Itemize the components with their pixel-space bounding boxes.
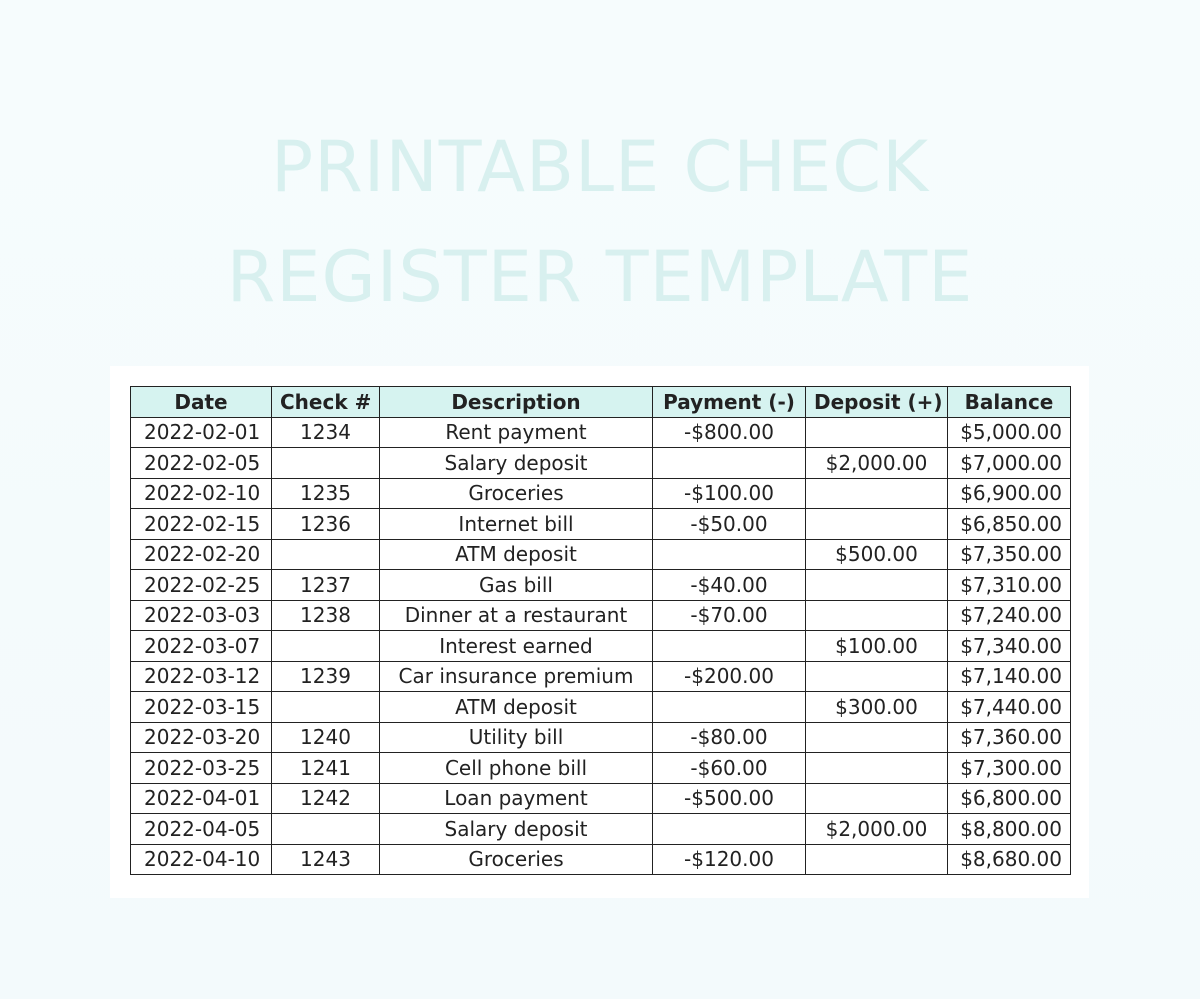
cell-payment: -$40.00	[653, 570, 806, 601]
column-header-deposit: Deposit (+)	[806, 387, 948, 418]
cell-description: Utility bill	[380, 722, 653, 753]
table-row	[131, 448, 1071, 479]
cell-date: 2022-04-10	[131, 844, 272, 875]
page-title-line-2: REGISTER TEMPLATE	[226, 236, 974, 318]
cell-description: Cell phone bill	[380, 753, 653, 784]
cell-payment	[653, 539, 806, 570]
cell-deposit	[806, 478, 948, 509]
table-row	[131, 783, 1071, 814]
table-row	[131, 478, 1071, 509]
column-header-balance: Balance	[948, 387, 1071, 418]
cell-date: 2022-02-10	[131, 478, 272, 509]
cell-check-number: 1237	[272, 570, 380, 601]
cell-description: Gas bill	[380, 570, 653, 601]
cell-payment: -$120.00	[653, 844, 806, 875]
cell-balance: $8,680.00	[948, 844, 1071, 875]
table-row	[131, 844, 1071, 875]
cell-balance: $5,000.00	[948, 417, 1071, 448]
cell-balance: $6,900.00	[948, 478, 1071, 509]
column-header-payment: Payment (-)	[653, 387, 806, 418]
cell-description: Loan payment	[380, 783, 653, 814]
cell-payment	[653, 692, 806, 723]
cell-deposit: $500.00	[806, 539, 948, 570]
cell-check-number	[272, 692, 380, 723]
cell-description: Salary deposit	[380, 814, 653, 845]
cell-description: Groceries	[380, 478, 653, 509]
table-row	[131, 600, 1071, 631]
cell-check-number	[272, 631, 380, 662]
cell-description: ATM deposit	[380, 539, 653, 570]
cell-check-number: 1242	[272, 783, 380, 814]
cell-description: Salary deposit	[380, 448, 653, 479]
cell-date: 2022-02-15	[131, 509, 272, 540]
table-body	[131, 417, 1071, 875]
cell-balance: $7,310.00	[948, 570, 1071, 601]
table-row	[131, 814, 1071, 845]
table-row	[131, 509, 1071, 540]
table-row	[131, 722, 1071, 753]
cell-date: 2022-02-25	[131, 570, 272, 601]
cell-balance: $7,440.00	[948, 692, 1071, 723]
cell-check-number: 1234	[272, 417, 380, 448]
cell-deposit: $300.00	[806, 692, 948, 723]
cell-check-number: 1239	[272, 661, 380, 692]
cell-payment: -$70.00	[653, 600, 806, 631]
table-row	[131, 692, 1071, 723]
cell-check-number: 1235	[272, 478, 380, 509]
table-row	[131, 570, 1071, 601]
table-row	[131, 417, 1071, 448]
cell-balance: $6,800.00	[948, 783, 1071, 814]
cell-date: 2022-02-20	[131, 539, 272, 570]
cell-date: 2022-03-25	[131, 753, 272, 784]
cell-deposit: $2,000.00	[806, 814, 948, 845]
cell-balance: $6,850.00	[948, 509, 1071, 540]
column-header-date: Date	[131, 387, 272, 418]
cell-deposit	[806, 783, 948, 814]
table-row	[131, 661, 1071, 692]
cell-check-number: 1240	[272, 722, 380, 753]
page-title-line-1: PRINTABLE CHECK	[270, 126, 930, 208]
cell-deposit	[806, 722, 948, 753]
cell-payment: -$200.00	[653, 661, 806, 692]
table-row	[131, 631, 1071, 662]
cell-payment: -$800.00	[653, 417, 806, 448]
cell-description: Rent payment	[380, 417, 653, 448]
cell-balance: $8,800.00	[948, 814, 1071, 845]
cell-check-number: 1241	[272, 753, 380, 784]
cell-deposit	[806, 844, 948, 875]
cell-payment: -$80.00	[653, 722, 806, 753]
cell-check-number	[272, 539, 380, 570]
cell-description: Car insurance premium	[380, 661, 653, 692]
table-row	[131, 539, 1071, 570]
cell-deposit: $100.00	[806, 631, 948, 662]
cell-payment	[653, 814, 806, 845]
cell-date: 2022-03-15	[131, 692, 272, 723]
cell-check-number	[272, 448, 380, 479]
column-header-check-number: Check #	[272, 387, 380, 418]
cell-deposit	[806, 753, 948, 784]
cell-date: 2022-03-03	[131, 600, 272, 631]
cell-balance: $7,000.00	[948, 448, 1071, 479]
cell-balance: $7,240.00	[948, 600, 1071, 631]
table-row	[131, 753, 1071, 784]
cell-check-number: 1238	[272, 600, 380, 631]
cell-date: 2022-02-01	[131, 417, 272, 448]
cell-description: ATM deposit	[380, 692, 653, 723]
cell-deposit	[806, 661, 948, 692]
cell-balance: $7,360.00	[948, 722, 1071, 753]
cell-date: 2022-04-01	[131, 783, 272, 814]
cell-description: Groceries	[380, 844, 653, 875]
cell-check-number	[272, 814, 380, 845]
cell-balance: $7,300.00	[948, 753, 1071, 784]
cell-payment: -$50.00	[653, 509, 806, 540]
cell-date: 2022-03-12	[131, 661, 272, 692]
cell-date: 2022-03-07	[131, 631, 272, 662]
cell-description: Interest earned	[380, 631, 653, 662]
cell-check-number: 1236	[272, 509, 380, 540]
cell-balance: $7,140.00	[948, 661, 1071, 692]
cell-payment: -$500.00	[653, 783, 806, 814]
cell-date: 2022-04-05	[131, 814, 272, 845]
column-header-description: Description	[380, 387, 653, 418]
cell-check-number: 1243	[272, 844, 380, 875]
register-card	[110, 366, 1089, 898]
check-register-table	[130, 386, 1071, 875]
cell-date: 2022-02-05	[131, 448, 272, 479]
cell-deposit	[806, 570, 948, 601]
cell-deposit	[806, 600, 948, 631]
cell-description: Internet bill	[380, 509, 653, 540]
cell-date: 2022-03-20	[131, 722, 272, 753]
cell-deposit	[806, 417, 948, 448]
cell-payment: -$60.00	[653, 753, 806, 784]
cell-balance: $7,350.00	[948, 539, 1071, 570]
cell-deposit: $2,000.00	[806, 448, 948, 479]
cell-description: Dinner at a restaurant	[380, 600, 653, 631]
cell-payment	[653, 631, 806, 662]
cell-payment	[653, 448, 806, 479]
cell-deposit	[806, 509, 948, 540]
table-header-row	[131, 387, 1071, 418]
cell-balance: $7,340.00	[948, 631, 1071, 662]
cell-payment: -$100.00	[653, 478, 806, 509]
